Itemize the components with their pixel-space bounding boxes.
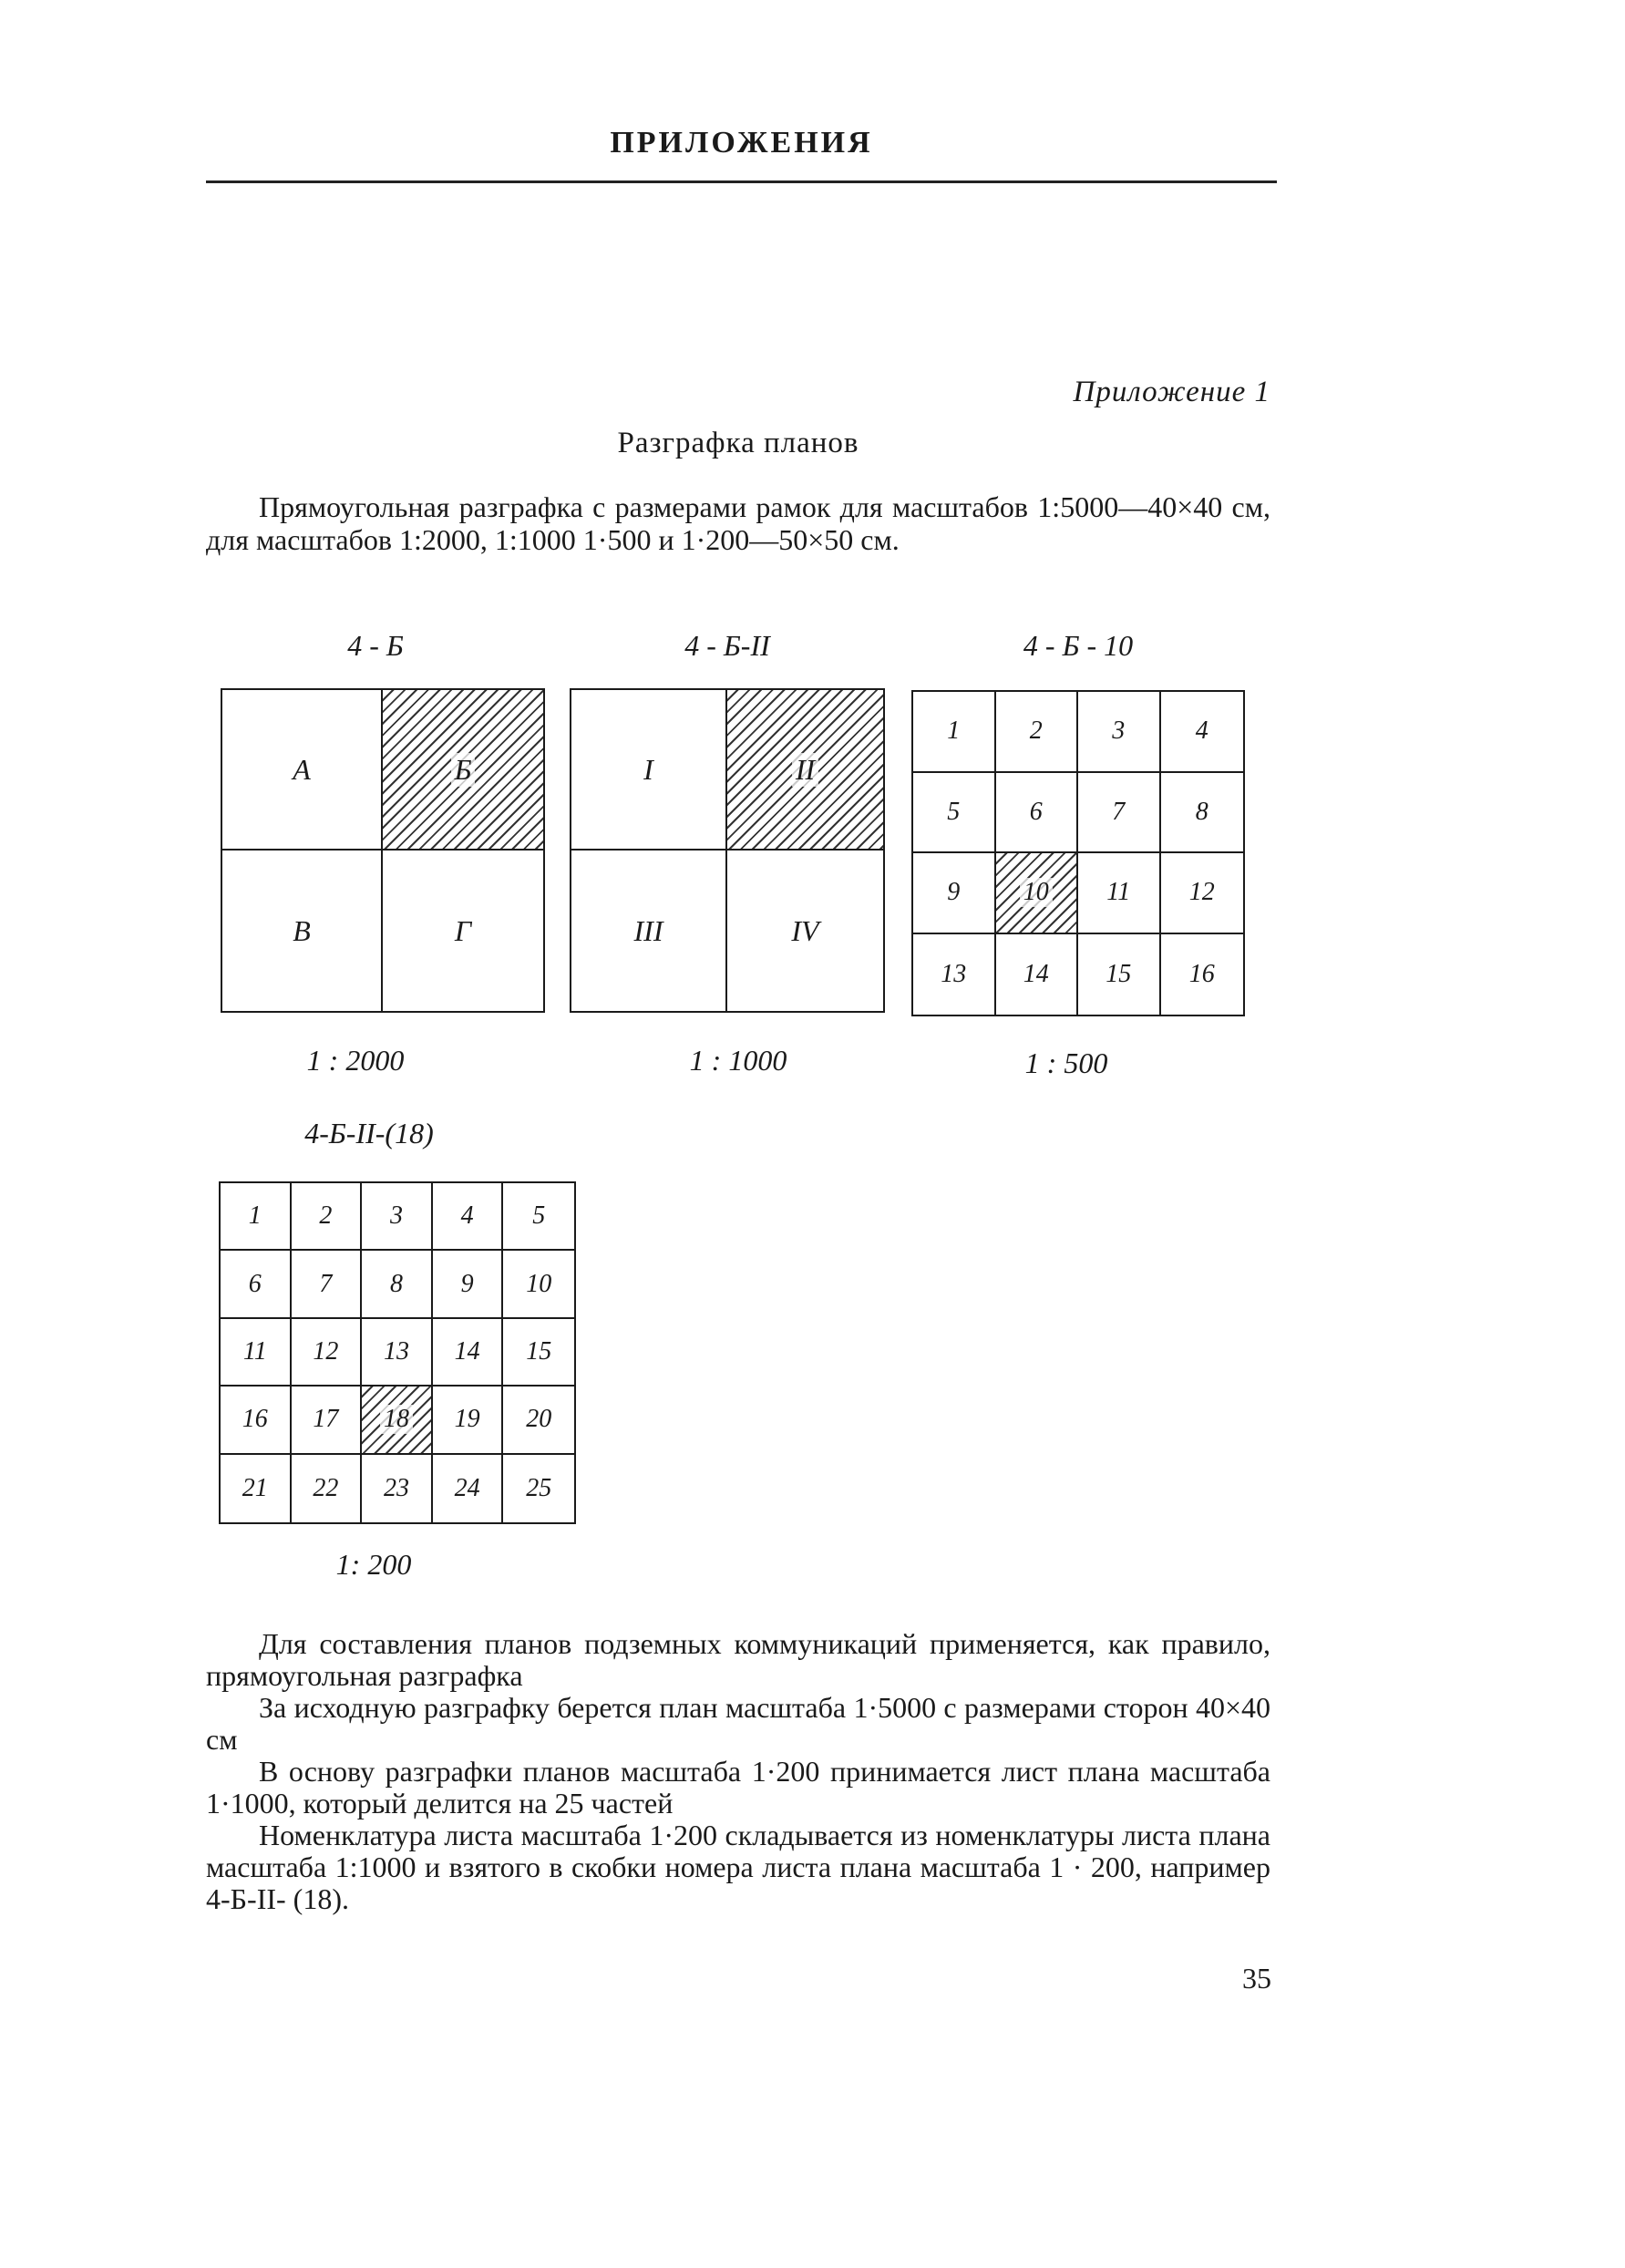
page-header-title: ПРИЛОЖЕНИЯ [610, 126, 873, 160]
sheet-cell-label: 14 [454, 1336, 480, 1366]
sheet-cell-label: 20 [526, 1405, 552, 1434]
body-text [206, 1628, 1270, 1915]
sheet-cell-label: III [633, 913, 663, 947]
sheet-cell [996, 692, 1079, 773]
sheet-cell-label: А [293, 752, 311, 786]
sheet-cell-label: 3 [389, 1201, 403, 1231]
sheet-cell [221, 1251, 292, 1318]
scale-label-200: 1: 200 [335, 1548, 412, 1581]
sheet-cell-label: 5 [532, 1201, 546, 1231]
header-rule [206, 180, 1277, 183]
sheet-cell-label: 7 [319, 1269, 333, 1298]
sheet-cell-selected [362, 1387, 433, 1454]
sheet-cell [433, 1251, 504, 1318]
sheet-grid-1000 [570, 688, 885, 1013]
sheet-cell [1161, 934, 1244, 1015]
sheet-grid-500 [911, 690, 1245, 1016]
sheet-cell [1078, 853, 1161, 934]
sheet-cell-label: 21 [242, 1473, 268, 1502]
sheet-cell-label: 6 [1029, 797, 1043, 826]
sheet-cell-label: 12 [313, 1336, 339, 1366]
sheet-grid-200 [219, 1181, 576, 1524]
sheet-cell-label: 16 [1188, 959, 1215, 988]
sheet-cell-label: 23 [383, 1473, 409, 1502]
sheet-cell [362, 1251, 433, 1318]
sheet-cell [913, 692, 996, 773]
sheet-cell-label: 1 [248, 1201, 262, 1231]
sheet-cell [433, 1183, 504, 1251]
sheet-cell [727, 850, 883, 1011]
sheet-cell [996, 934, 1079, 1015]
sheet-cell-label: 13 [941, 959, 967, 988]
sheet-cell [1161, 692, 1244, 773]
sheet-cell-selected [383, 690, 543, 850]
diagram-title-2000: 4 - Б [347, 629, 404, 662]
sheet-cell-label: 6 [248, 1269, 262, 1298]
sheet-cell-label: 1 [947, 716, 961, 746]
sheet-cell [1161, 773, 1244, 854]
scale-label-2000: 1 : 2000 [306, 1044, 405, 1077]
diagram-title-1000: 4 - Б-II [684, 629, 770, 662]
sheet-cell [362, 1455, 433, 1522]
diagram-title-200: 4-Б-II-(18) [304, 1117, 434, 1149]
sheet-cell [503, 1387, 574, 1454]
sheet-cell-label: 2 [319, 1201, 333, 1231]
sheet-cell-label: 13 [383, 1336, 409, 1366]
intro-paragraph [206, 490, 1270, 556]
scale-label-1000: 1 : 1000 [689, 1044, 787, 1077]
sheet-cell [433, 1319, 504, 1387]
sheet-cell-selected [996, 853, 1079, 934]
sheet-cell-label: Б [451, 753, 476, 787]
sheet-cell-label: 3 [1112, 716, 1126, 746]
body-paragraph: За исходную разграфку берется план масштаба 1·5000 с размерами сторон 40×40 см [206, 1691, 1270, 1756]
sheet-cell [383, 850, 543, 1011]
sheet-cell-label: 19 [454, 1405, 480, 1434]
sheet-cell-selected [727, 690, 883, 850]
page-number: 35 [1242, 1962, 1271, 1995]
sheet-cell-label: 4 [460, 1201, 474, 1231]
sheet-cell-label: 11 [242, 1336, 267, 1366]
sheet-cell [1078, 934, 1161, 1015]
sheet-cell-label: Г [454, 913, 472, 947]
sheet-cell-label: 15 [526, 1336, 552, 1366]
sheet-cell [362, 1183, 433, 1251]
sheet-cell [571, 690, 727, 850]
sheet-cell-label: IV [791, 913, 819, 947]
sheet-cell [362, 1319, 433, 1387]
sheet-cell [913, 773, 996, 854]
scale-label-500: 1 : 500 [1024, 1046, 1108, 1079]
sheet-cell-label: 10 [1020, 878, 1053, 907]
sheet-cell [913, 934, 996, 1015]
sheet-cell-label: 18 [380, 1405, 413, 1434]
sheet-cell-label: 16 [242, 1405, 268, 1434]
sheet-cell-label: 10 [526, 1269, 552, 1298]
sheet-cell [292, 1455, 363, 1522]
sheet-cell-label: 12 [1188, 878, 1215, 907]
sheet-cell [503, 1251, 574, 1318]
body-paragraph: Для составления планов подземных коммуникаций применяется, как правило, прямоугольная разграфка [206, 1627, 1270, 1692]
sheet-cell [222, 690, 383, 850]
sheet-cell [222, 850, 383, 1011]
sheet-cell [1078, 773, 1161, 854]
sheet-cell [221, 1183, 292, 1251]
sheet-cell [433, 1387, 504, 1454]
sheet-cell [503, 1319, 574, 1387]
sheet-cell [221, 1387, 292, 1454]
sheet-cell-label: В [293, 913, 311, 947]
sheet-cell-label: 9 [460, 1269, 474, 1298]
appendix-label: Приложение 1 [1073, 376, 1270, 408]
sheet-cell-label: 14 [1023, 959, 1049, 988]
body-paragraph: В основу разграфки планов масштаба 1·200 принимается лист плана масштаба 1·1000, который делится на 25 частей [206, 1755, 1270, 1820]
sheet-cell-label: 22 [313, 1473, 339, 1502]
sheet-cell [292, 1319, 363, 1387]
sheet-cell-label: 11 [1106, 878, 1131, 907]
sheet-cell-label: 9 [947, 878, 961, 907]
sheet-cell [221, 1319, 292, 1387]
sheet-cell [503, 1455, 574, 1522]
body-paragraph: Номенклатура листа масштаба 1·200 складывается из номенклатуры листа плана масштаба 1:1000 и взятого в скобки номера листа плана масштаба 1 · 200, например 4-Б-II- (18). [206, 1819, 1270, 1915]
sheet-cell-label: 8 [1195, 797, 1208, 826]
intro-text: Прямоугольная разграфка с размерами рамок для масштабов 1:5000—40×40 см, для масштабов 1:2000, 1:1000 1·500 и 1·200—50×50 см. [206, 490, 1270, 556]
sheet-cell-label: 2 [1029, 716, 1043, 746]
sheet-cell-label: 7 [1112, 797, 1126, 826]
sheet-cell [1161, 853, 1244, 934]
sheet-cell [433, 1455, 504, 1522]
sheet-cell-label: 5 [947, 797, 961, 826]
sheet-cell [503, 1183, 574, 1251]
sheet-cell [292, 1183, 363, 1251]
sheet-cell [571, 850, 727, 1011]
diagram-title-500: 4 - Б - 10 [1023, 629, 1134, 662]
section-title: Разграфка планов [617, 427, 859, 459]
sheet-cell-label: 4 [1195, 716, 1208, 746]
sheet-cell [996, 773, 1079, 854]
sheet-cell-label: 15 [1106, 959, 1132, 988]
sheet-cell-label: 24 [454, 1473, 480, 1502]
sheet-cell [913, 853, 996, 934]
sheet-grid-2000 [221, 688, 545, 1013]
sheet-cell-label: I [643, 752, 653, 786]
sheet-cell-label: 25 [526, 1473, 552, 1502]
sheet-cell-label: 17 [313, 1405, 339, 1434]
sheet-cell [1078, 692, 1161, 773]
sheet-cell [292, 1251, 363, 1318]
sheet-cell [221, 1455, 292, 1522]
sheet-cell-label: 8 [389, 1269, 403, 1298]
sheet-cell [292, 1387, 363, 1454]
sheet-cell-label: II [792, 753, 818, 787]
